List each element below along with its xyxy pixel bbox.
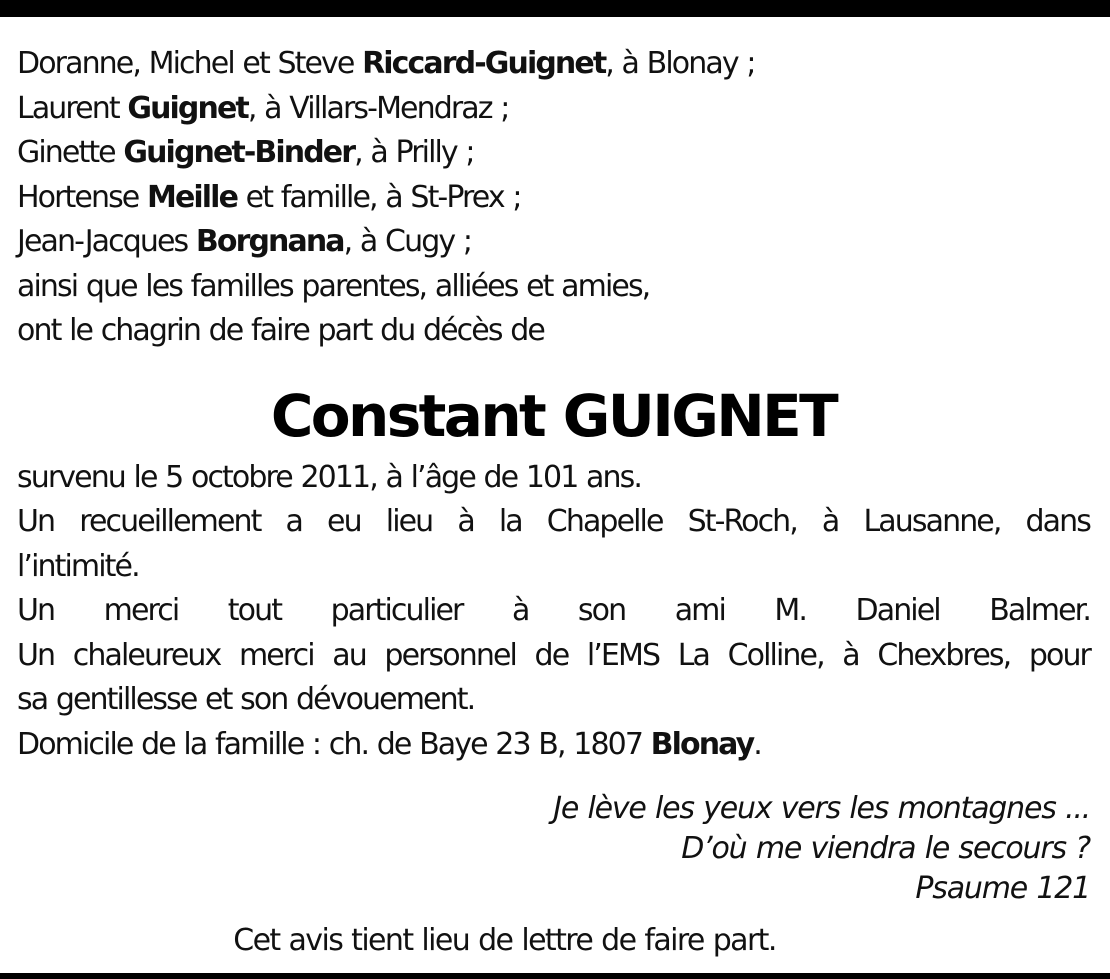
- announcer-surname: Borgnana: [195, 224, 344, 259]
- announcer-location: , à Blonay ;: [605, 46, 755, 81]
- psalm-quote: [17, 789, 1090, 909]
- announcer-line: [17, 87, 1090, 132]
- families-line: ainsi que les familles parentes, alliées et amies,: [17, 268, 650, 304]
- announcer-location: , à Cugy ;: [343, 224, 472, 259]
- announcer-surname: Riccard-Guignet: [362, 46, 606, 81]
- deceased-name: Constant GUIGNET: [270, 381, 837, 450]
- obituary-notice: [17, 42, 1090, 964]
- announcer-first-names: Doranne, Michel et Steve: [17, 46, 363, 81]
- announcer-surname: Meille: [147, 179, 238, 215]
- thanks-staff-line2: sa gentillesse et son dévouement.: [17, 682, 475, 717]
- announcer-line: [17, 220, 1090, 265]
- death-info: survenu le 5 octobre 2011, à l’âge de 101 ans.: [17, 459, 642, 495]
- thanks-staff-line1: Un chaleureux merci au personnel de l’EMS La Colline, à Chexbres, pour: [17, 637, 1090, 673]
- domicile-address: Domicile de la famille : ch. de Baye 23 B, 1807: [17, 726, 651, 762]
- announcer-first-names: Laurent: [17, 90, 128, 126]
- ceremony-text-line1: Un recueillement a eu lieu à la Chapelle St-Roch, à Lausanne, dans: [17, 504, 1090, 539]
- announcer-first-names: Hortense: [17, 179, 148, 215]
- thanks-friend: Un merci tout particulier à son ami M. Daniel Balmer.: [17, 593, 1090, 628]
- ceremony-text-line2: l’intimité.: [17, 548, 139, 584]
- quote-line2: D’où me viendra le secours ?: [681, 831, 1090, 866]
- announcer-surname: Guignet: [127, 90, 248, 126]
- family-domicile: [17, 723, 1090, 768]
- announcer-location: , à Villars-Mendraz ;: [247, 90, 509, 126]
- announcer-location: , à Prilly ;: [354, 135, 474, 170]
- announcer-first-names: Jean-Jacques: [17, 224, 196, 259]
- announcer-surname: Guignet-Binder: [123, 135, 355, 170]
- announcer-line: [17, 131, 1090, 176]
- chagrin-line: ont le chagrin de faire part du décès de: [17, 313, 544, 348]
- quote-line1: Je lève les yeux vers les montagnes ...: [553, 791, 1090, 826]
- top-border-rule: [0, 0, 1110, 17]
- bottom-border-rule: [0, 973, 1110, 979]
- announcer-location: et famille, à St-Prex ;: [237, 179, 521, 215]
- domicile-suffix: .: [753, 726, 761, 762]
- domicile-town: Blonay: [650, 726, 754, 762]
- quote-source: Psaume 121: [915, 871, 1090, 906]
- announcer-line: [17, 176, 1090, 221]
- footer-note: Cet avis tient lieu de lettre de faire part.: [233, 923, 776, 958]
- announcer-line: [17, 42, 1090, 87]
- announcer-first-names: Ginette: [17, 135, 124, 170]
